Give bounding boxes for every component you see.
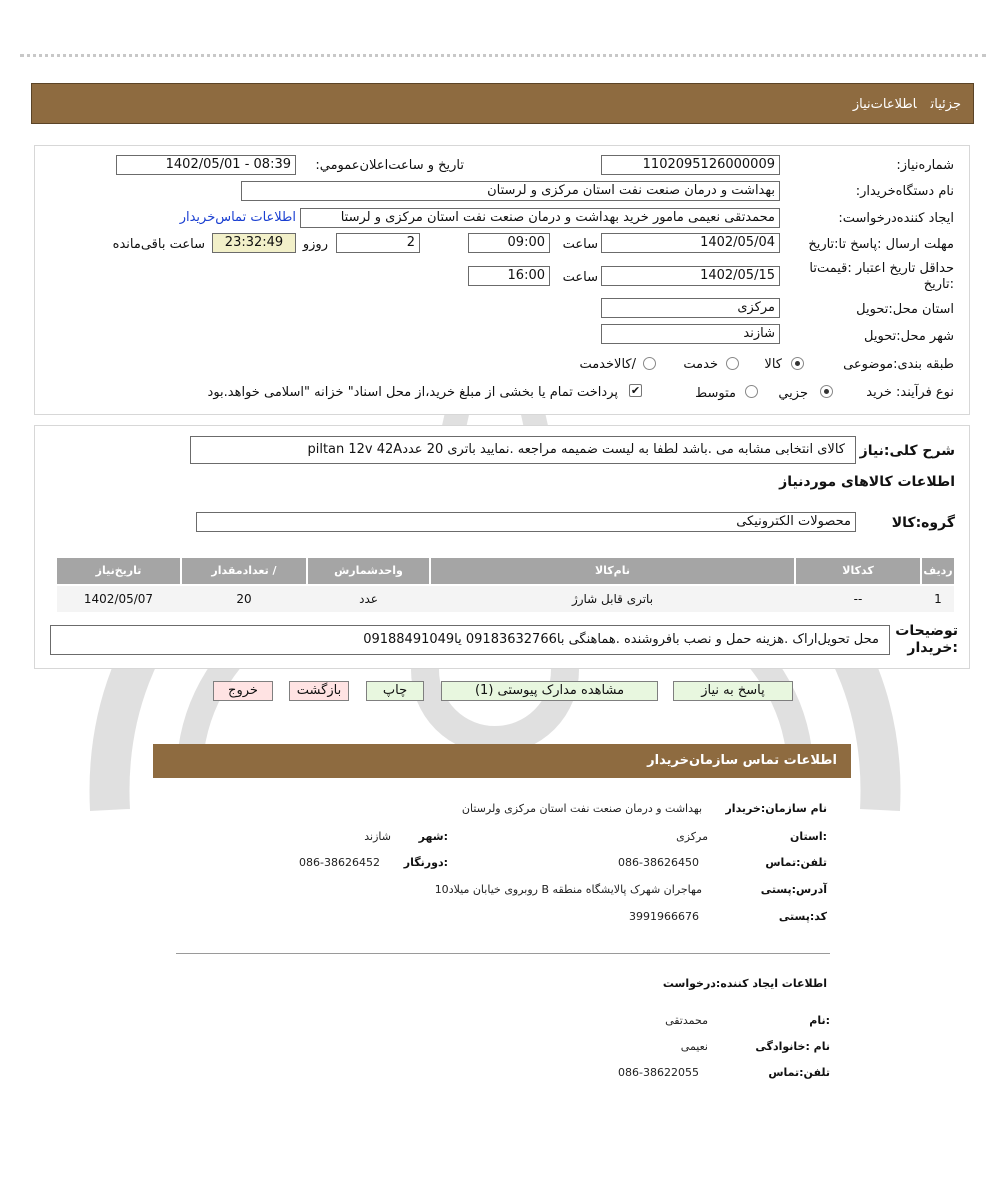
category-label: طبقه بندی:موضوعی <box>843 357 954 372</box>
buyer-contact-header <box>153 744 851 778</box>
remaining-label: ساعت باقی‌مانده <box>112 237 205 252</box>
announce-field: 1402/05/01 - 08:39 <box>116 155 296 175</box>
process-medium-radio[interactable] <box>745 385 758 398</box>
validity-time-field: 16:00 <box>468 266 550 286</box>
category-goods-radio[interactable] <box>791 357 804 370</box>
announce-label: تاریخ و ساعت‌اعلان‌عمومي: <box>315 158 464 173</box>
table-cell-row-number: 1 <box>934 592 942 606</box>
attachments-button[interactable]: مشاهده مدارک پیوستی (1) <box>441 681 658 701</box>
process-partial-radio[interactable] <box>820 385 833 398</box>
contact-fax-value: 086-38626452 <box>299 856 380 869</box>
goods-info-title: اطلاعات کالاهای موردنیاز <box>779 474 955 490</box>
validity-time-label: ساعت <box>562 270 598 285</box>
tab-details[interactable]: جزئیات <box>930 97 961 112</box>
creator-family-value: نعیمی <box>680 1040 708 1053</box>
creator-phone-value: 086-38622055 <box>618 1066 699 1079</box>
treasury-checkbox[interactable]: ✔ <box>630 384 641 397</box>
buyer-contact-link[interactable]: اطلاعات تماس‌خریدار <box>179 210 296 225</box>
creator-info-title: اطلاعات ایجاد کننده:درخواست <box>662 977 827 990</box>
table-header-name: نام‌کالا <box>431 558 794 584</box>
contact-province-value: مرکزی <box>676 830 708 843</box>
contact-postal-label: کد:پستی <box>778 910 827 923</box>
table-header-unit: واحدشمارش <box>308 558 429 584</box>
table-cell-need-date: 1402/05/07 <box>83 592 154 606</box>
goods-table <box>57 558 954 614</box>
table-header-quantity: / تعدادمقدار <box>182 558 306 584</box>
category-both-label: /کالاخدمت <box>579 357 636 372</box>
table-cell-unit: عدد <box>359 592 378 606</box>
contact-address-value: مهاجران شهرک پالایشگاه منطقه B روبروی خیابان میلاد10 <box>434 883 702 896</box>
contact-address-label: آدرس:پستی <box>760 883 827 896</box>
province-field: مرکزی <box>601 298 780 318</box>
table-cell-quantity: 20 <box>236 592 252 606</box>
creator-name-value: محمدتقی <box>665 1014 708 1027</box>
category-both-radio[interactable] <box>643 357 656 370</box>
category-service-radio[interactable] <box>726 357 739 370</box>
contact-postal-value: 3991966676 <box>629 910 699 923</box>
org-value: بهداشت و درمان صنعت نفت استان مرکزی ولرستان <box>461 802 702 815</box>
contact-fax-label: :دورنگار <box>403 856 448 869</box>
deadline-label: مهلت ارسال :پاسخ تا:تاریخ <box>808 237 954 252</box>
creator-field: محمدتقی نعیمی مامور خرید بهداشت و درمان صنعت نفت استان مرکزی و لرستا <box>300 208 780 228</box>
contact-phone-label: تلفن:تماس <box>765 856 827 869</box>
days-field: 2 <box>336 233 420 253</box>
org-label: نام سازمان:خریدار <box>725 802 827 815</box>
deadline-date-field: 1402/05/04 <box>601 233 780 253</box>
description-label: شرح کلی:نیاز <box>859 443 955 459</box>
tab-need-info[interactable]: اطلاعات‌نیاز <box>852 97 917 112</box>
top-divider <box>20 54 986 57</box>
contact-city-label: :شهر <box>418 830 448 843</box>
contact-divider <box>176 953 830 954</box>
process-partial-label: جزيي <box>778 386 808 401</box>
remaining-time-field: 23:32:49 <box>212 233 296 253</box>
buyer-contact-title: اطلاعات تماس سازمان‌خریدار <box>647 753 837 768</box>
need-number-field: 1102095126000009 <box>601 155 780 175</box>
reply-button[interactable]: پاسخ به نیاز <box>673 681 793 701</box>
description-field: کالای انتخابی مشابه می .باشد لطفا به لیست ضمیمه مراجعه .نمایید باتری 20 عددpiltan 12v 42A <box>190 436 856 464</box>
validity-label: حداقل تاریخ اعتبار :قیمت‌تا :تاریخ <box>809 261 954 292</box>
creator-name-label: :نام <box>809 1014 830 1027</box>
table-header-row-number: ردیف <box>922 558 954 584</box>
city-label: شهر محل:تحویل <box>864 329 954 344</box>
process-medium-label: متوسط <box>695 386 736 401</box>
days-label: روزو <box>302 237 328 252</box>
buyer-notes-field: محل تحویل‌اراک .هزینه حمل و نصب بافروشنده .هماهنگی با09183632766 یا09188491049 <box>50 625 890 655</box>
print-button[interactable]: چاپ <box>366 681 424 701</box>
contact-city-value: شازند <box>364 830 391 843</box>
creator-phone-label: تلفن:تماس <box>768 1066 830 1079</box>
deadline-time-field: 09:00 <box>468 233 550 253</box>
validity-date-field: 1402/05/15 <box>601 266 780 286</box>
deadline-time-label: ساعت <box>562 237 598 252</box>
province-label: استان محل:تحویل <box>856 302 954 317</box>
table-header-need-date: تاریخ‌نیاز <box>57 558 180 584</box>
category-service-label: خدمت <box>683 357 718 372</box>
contact-province-label: :استان <box>790 830 827 843</box>
goods-group-field: محصولات الکترونیکی <box>196 512 856 532</box>
table-header-code: کدکالا <box>796 558 920 584</box>
process-label: نوع فرآیند: خرید <box>866 385 954 400</box>
back-button[interactable]: بازگشت <box>289 681 349 701</box>
city-field: شازند <box>601 324 780 344</box>
header-bar <box>31 83 974 124</box>
creator-label: ایجاد کننده‌درخواست: <box>838 211 954 226</box>
contact-phone-value: 086-38626450 <box>618 856 699 869</box>
creator-family-label: نام :خانوادگی <box>755 1040 830 1053</box>
category-goods-label: کالا <box>764 357 782 372</box>
table-cell-name: باتری قابل شارژ <box>571 592 654 606</box>
buyer-field: بهداشت و درمان صنعت نفت استان مرکزی و لرستان <box>241 181 780 201</box>
treasury-note: پرداخت تمام یا بخشی از مبلغ خرید،از محل اسناد" خزانه "اسلامی خواهد.بود <box>207 385 618 400</box>
table-row <box>57 586 954 612</box>
need-number-label: شماره‌نیاز: <box>896 158 954 173</box>
table-cell-code: -- <box>853 592 863 606</box>
exit-button[interactable]: خروج <box>213 681 273 701</box>
buyer-notes-label: توضیحات :خریدار <box>895 623 958 656</box>
buyer-label: نام دستگاه‌خریدار: <box>855 184 954 199</box>
goods-group-label: گروه:کالا <box>891 515 955 531</box>
